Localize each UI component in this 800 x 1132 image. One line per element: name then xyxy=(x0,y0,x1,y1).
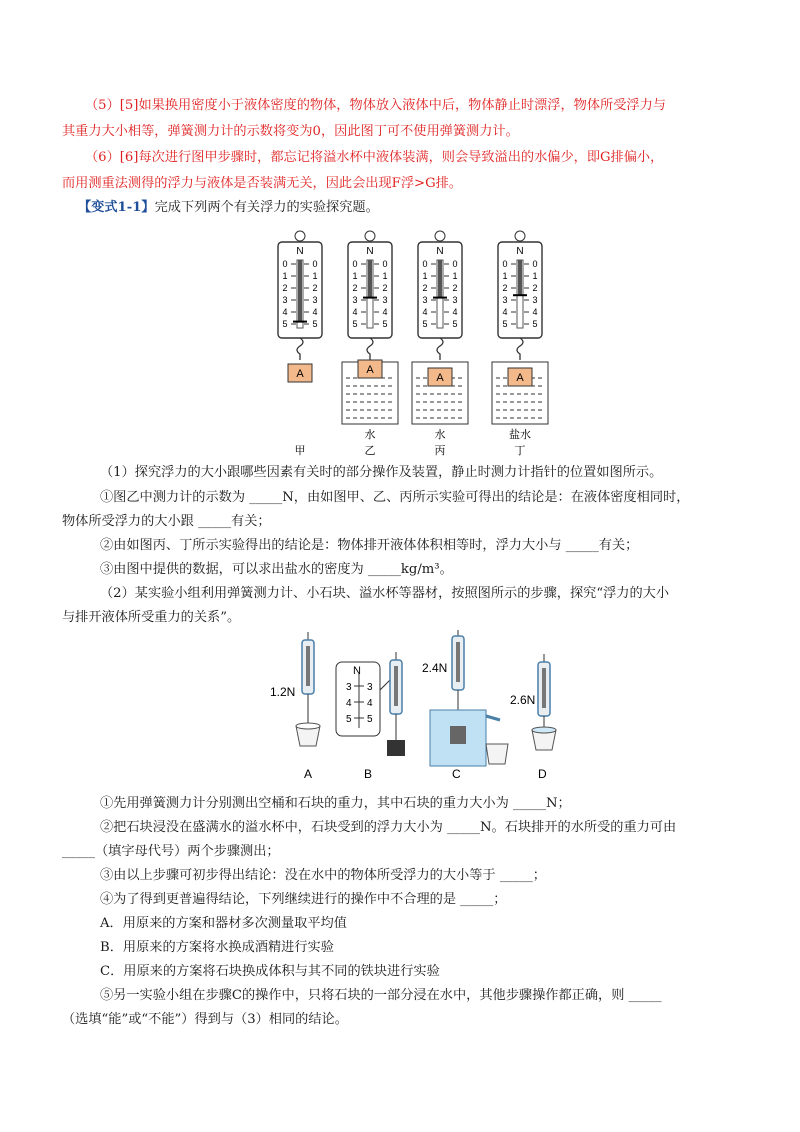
scale-tick-left: 0 xyxy=(502,259,508,269)
scale-tick-left: 3 xyxy=(422,295,428,305)
option-b: B．用原来的方案将水换成酒精进行实验 xyxy=(100,940,334,955)
scale-tick-left: 2 xyxy=(502,283,508,293)
scale-tick-left: 5 xyxy=(282,319,288,329)
scale-tick-right: 3 xyxy=(452,295,458,305)
block-label: A xyxy=(516,372,524,384)
caption-d: D xyxy=(538,767,547,781)
liquid-label: 水 xyxy=(434,428,446,441)
step-b-zoom xyxy=(336,662,390,736)
zoom-tick-label: 4 xyxy=(346,698,352,709)
scale-unit: N xyxy=(296,246,304,257)
q2-stem-cont: 与排开液体所受重力的关系”。 xyxy=(62,610,241,625)
figure-caption: 丁 xyxy=(514,444,526,457)
step-c-setup xyxy=(430,630,508,766)
scale-tick-left: 5 xyxy=(352,319,358,329)
block-label: A xyxy=(436,372,444,384)
scale-tick-right: 1 xyxy=(312,271,318,281)
scale-hook xyxy=(517,338,523,360)
q2-step2-cont: _____（填字母代号）两个步骤测出； xyxy=(62,844,280,859)
figure-caption: 乙 xyxy=(364,444,376,457)
scale-tick-left: 4 xyxy=(352,307,358,317)
caption-a: A xyxy=(304,767,313,781)
answer-6-line2: 而用测重法测得的浮力与液体是否装满无关，因此会出现F浮>G排。 xyxy=(62,176,462,191)
zoom-tick-label: 5 xyxy=(346,714,352,725)
scale-tick-right: 2 xyxy=(312,283,318,293)
option-a: A．用原来的方案和器材多次测量取平均值 xyxy=(100,916,347,931)
block-label: A xyxy=(296,368,304,380)
scale-tick-right: 4 xyxy=(532,307,538,317)
q1-sub1: ①图乙中测力计的示数为 _____N，由如图甲、乙、丙所示实验可得出的结论是：在液体密度相同时， xyxy=(100,490,690,505)
scale-tick-left: 1 xyxy=(282,271,288,281)
figure-caption: 甲 xyxy=(294,444,306,457)
zoom-tick-label: 3 xyxy=(367,682,373,693)
label-d-reading: 2.6N xyxy=(510,693,536,707)
scale-spring xyxy=(298,260,302,322)
scale-tick-right: 1 xyxy=(382,271,388,281)
scale-tick-left: 3 xyxy=(502,295,508,305)
scale-tick-left: 3 xyxy=(352,295,358,305)
variant-intro: 完成下列两个有关浮力的实验探究题。 xyxy=(154,200,379,215)
scale-tick-left: 5 xyxy=(502,319,508,329)
scale-tick-left: 1 xyxy=(352,271,358,281)
scale-ring xyxy=(365,231,375,241)
scale-tick-right: 0 xyxy=(312,259,318,269)
figure-caption: 丙 xyxy=(434,444,446,457)
scale-tick-right: 2 xyxy=(382,283,388,293)
scale-tick-left: 4 xyxy=(282,307,288,317)
scale-spring xyxy=(368,260,372,298)
scale-tick-right: 5 xyxy=(312,319,318,329)
liquid-label: 水 xyxy=(364,428,376,441)
scale-tick-left: 2 xyxy=(422,283,428,293)
scale-tick-right: 3 xyxy=(312,295,318,305)
scale-tick-left: 1 xyxy=(502,271,508,281)
scale-tick-right: 3 xyxy=(532,295,538,305)
scale-tick-left: 2 xyxy=(352,283,358,293)
scale-tick-right: 5 xyxy=(532,319,538,329)
zoom-tick-label: 3 xyxy=(346,682,352,693)
figure-overflow-experiment xyxy=(262,628,572,788)
scale-tick-right: 1 xyxy=(452,271,458,281)
q1-sub3: ③由图中提供的数据，可以求出盐水的密度为 _____kg/m³。 xyxy=(100,562,453,577)
zoom-tick-label: 5 xyxy=(367,714,373,725)
scale-tick-right: 2 xyxy=(452,283,458,293)
scale-tick-right: 2 xyxy=(532,283,538,293)
scale-unit: N xyxy=(436,246,444,257)
step-a-scale xyxy=(296,632,320,746)
scale-tick-right: 1 xyxy=(532,271,538,281)
q1-stem: （1）探究浮力的大小跟哪些因素有关时的部分操作及装置，静止时测力计指针的位置如图所示。 xyxy=(100,465,663,480)
scale-tick-right: 0 xyxy=(452,259,458,269)
scale-tick-right: 3 xyxy=(382,295,388,305)
answer-5-line2: 其重力大小相等，弹簧测力计的示数将变为0，因此图丁可不使用弹簧测力计。 xyxy=(62,124,519,139)
q2-step3: ③由以上步骤可初步得出结论：没在水中的物体所受浮力的大小等于 _____； xyxy=(100,868,546,883)
q2-step5-cont: （选填“能”或“不能”）得到与（3）相同的结论。 xyxy=(62,1012,348,1027)
scale-spring xyxy=(518,260,522,295)
liquid-label: 盐水 xyxy=(509,428,531,441)
scale-tick-right: 4 xyxy=(312,307,318,317)
scale-ring xyxy=(435,231,445,241)
scale-hook xyxy=(297,338,303,360)
label-a-reading: 1.2N xyxy=(270,685,296,699)
block-label: A xyxy=(366,364,374,376)
scale-tick-right: 0 xyxy=(532,259,538,269)
caption-c: C xyxy=(452,767,461,781)
scale-tick-right: 0 xyxy=(382,259,388,269)
scale-unit: N xyxy=(516,246,524,257)
scale-tick-right: 5 xyxy=(452,319,458,329)
scale-tick-right: 4 xyxy=(452,307,458,317)
q2-step2: ②把石块浸没在盛满水的溢水杯中，石块受到的浮力大小为 _____N。石块排开的水所受的重力可由 xyxy=(100,820,677,835)
scale-hook xyxy=(437,338,443,360)
scale-tick-right: 5 xyxy=(382,319,388,329)
answer-6-line1: （6）[6]每次进行图甲步骤时，都忘记将溢水杯中液体装满，则会导致溢出的水偏少，即G排偏小， xyxy=(85,150,664,165)
step-d-scale xyxy=(532,654,556,750)
figure-spring-scales xyxy=(270,228,560,458)
caption-b: B xyxy=(364,767,373,781)
scale-tick-left: 4 xyxy=(422,307,428,317)
scale-tick-left: 0 xyxy=(352,259,358,269)
q2-stem: （2）某实验小组利用弹簧测力计、小石块、溢水杯等器材，按照图所示的步骤，探究“浮力的大小 xyxy=(100,586,670,601)
scale-tick-left: 5 xyxy=(422,319,428,329)
scale-tick-left: 0 xyxy=(282,259,288,269)
scale-tick-right: 4 xyxy=(382,307,388,317)
answer-5-line1: （5）[5]如果换用密度小于液体密度的物体，物体放入液体中后，物体静止时漂浮，物体所受浮力与 xyxy=(85,98,666,113)
q2-step5: ⑤另一实验小组在步骤C的操作中，只将石块的一部分浸在水中，其他步骤操作都正确，则 _____ xyxy=(100,988,662,1003)
step-b-scale xyxy=(387,652,405,756)
zoom-tick-label: 4 xyxy=(367,698,373,709)
scale-tick-left: 1 xyxy=(422,271,428,281)
zoom-unit: N xyxy=(353,665,361,677)
q1-sub1-cont: 物体所受浮力的大小跟 _____有关； xyxy=(62,514,271,529)
scale-tick-left: 3 xyxy=(282,295,288,305)
scale-hook xyxy=(367,338,373,360)
variant-tag: 【变式1-1】 xyxy=(78,200,155,215)
q2-step1: ①先用弹簧测力计分别测出空桶和石块的重力，其中石块的重力大小为 _____N； xyxy=(100,796,571,811)
scale-ring xyxy=(295,231,305,241)
q2-step4: ④为了得到更普遍得结论，下列继续进行的操作中不合理的是 _____； xyxy=(100,892,507,907)
scale-spring xyxy=(438,260,442,298)
scale-tick-left: 4 xyxy=(502,307,508,317)
variant-heading xyxy=(78,198,715,218)
q1-sub2: ②由如图丙、丁所示实验得出的结论是：物体排开液体体积相等时，浮力大小与 _____有关； xyxy=(100,538,639,553)
option-c: C．用原来的方案将石块换成体积与其不同的铁块进行实验 xyxy=(100,964,440,979)
scale-tick-left: 2 xyxy=(282,283,288,293)
scale-tick-left: 0 xyxy=(422,259,428,269)
scale-ring xyxy=(515,231,525,241)
label-c-reading: 2.4N xyxy=(422,661,448,675)
scale-unit: N xyxy=(366,246,374,257)
